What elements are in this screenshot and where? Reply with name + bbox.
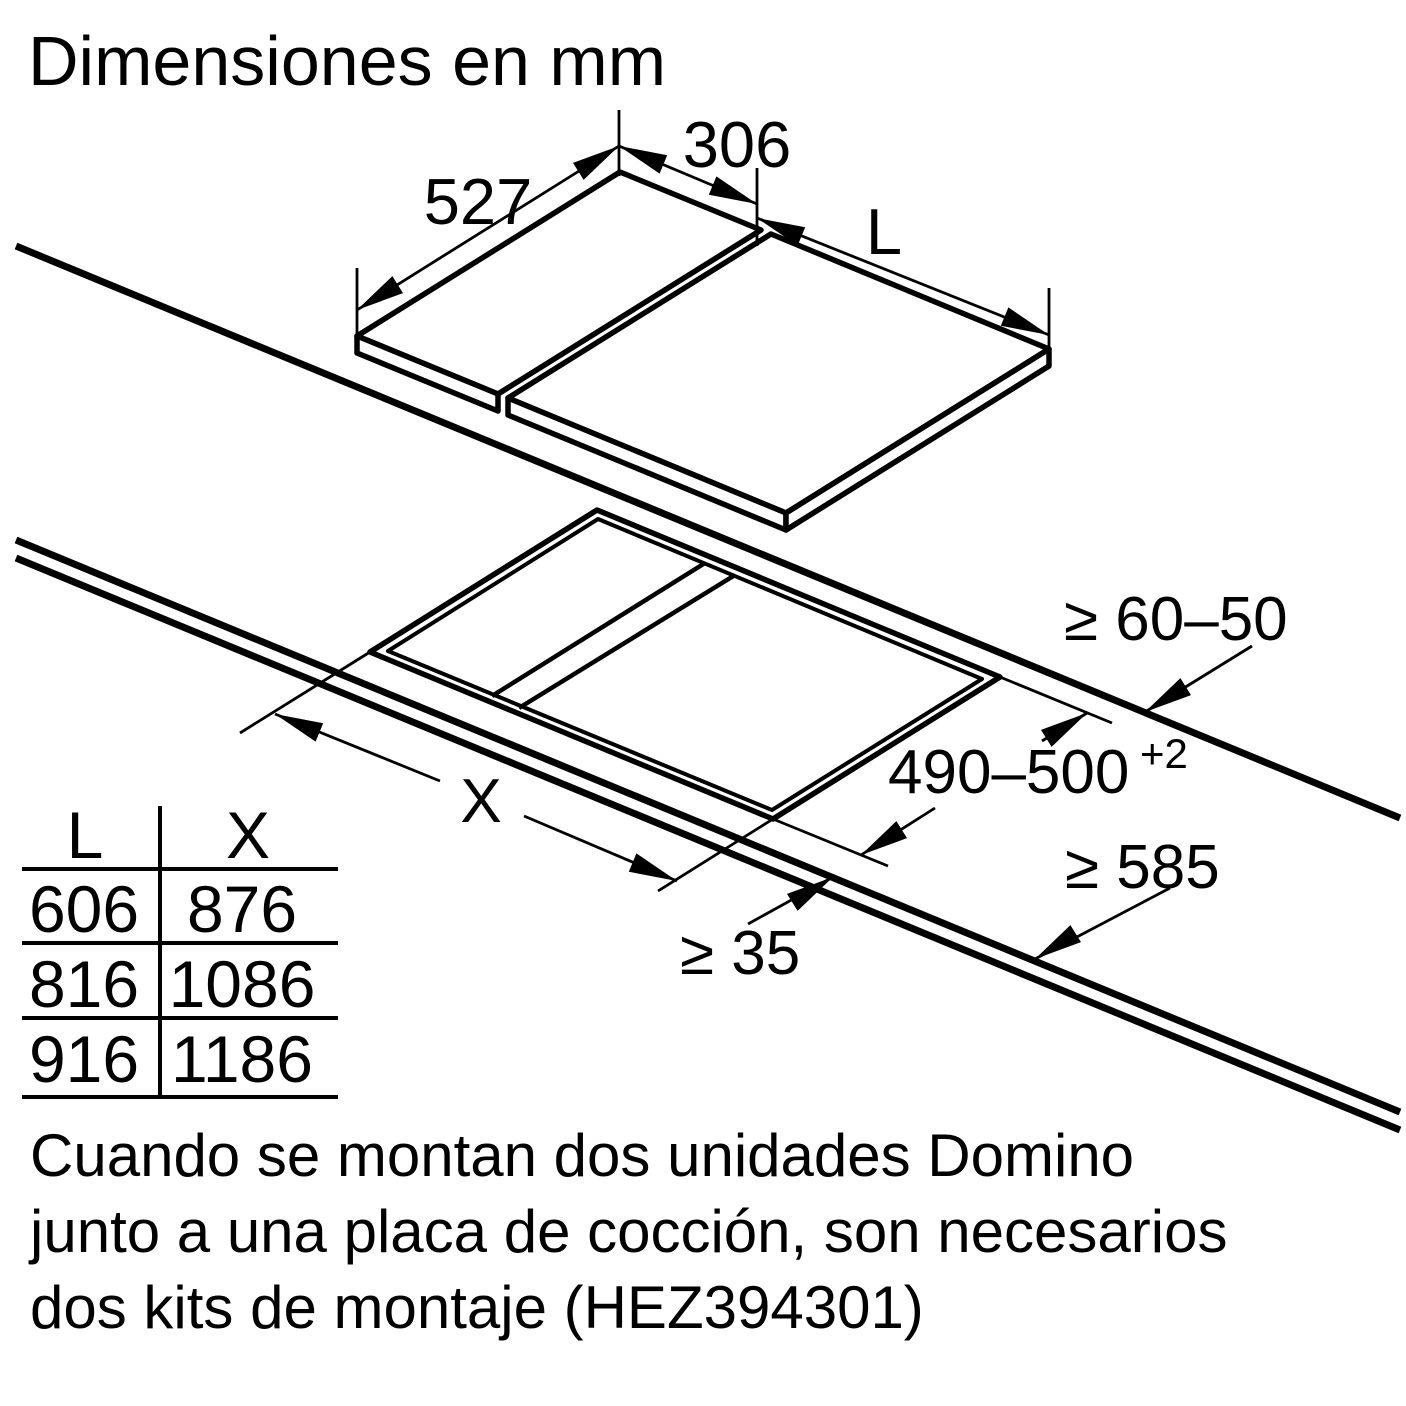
- note-line-1: Cuando se montan dos unidades Domino: [30, 1122, 1135, 1189]
- note-line-2: junto a una placa de cocción, son necesarios: [30, 1198, 1228, 1265]
- table-cell-r3-l: 916: [28, 1022, 140, 1096]
- arrow-back-clearance: [1145, 678, 1191, 712]
- dim-cutout-depth-label: 490–500: [888, 738, 1130, 807]
- dim-front-clearance-label: ≥ 35: [680, 919, 801, 988]
- diagram-title: Dimensiones en mm: [28, 22, 666, 100]
- note-line-3: dos kits de montaje (HEZ394301): [30, 1274, 924, 1341]
- table-cell-r1-l: 606: [28, 872, 140, 946]
- arrow-X-right: [629, 853, 677, 881]
- arrow-527-lower: [357, 276, 403, 310]
- table-cell-r2-x: 1086: [168, 947, 316, 1021]
- dim-306-label: 306: [682, 108, 792, 181]
- dim-cutout-width-label: X: [460, 767, 502, 836]
- cutout-divider-line-2: [519, 575, 735, 708]
- table-cell-r1-x: 876: [186, 872, 298, 946]
- ext-cutout-depth-back: [1000, 677, 1112, 723]
- dim-L-label: L: [865, 195, 903, 268]
- table-header-l: L: [66, 798, 104, 872]
- dim-back-clearance-label: ≥ 60–50: [1064, 585, 1288, 654]
- mounting-kit-note: [28, 1122, 1227, 1341]
- arrow-490-lower: [861, 821, 907, 855]
- dim-cutout-depth-tolerance: +2: [1140, 730, 1188, 777]
- lx-table: [22, 798, 338, 1097]
- table-cell-r3-x: 1186: [171, 1022, 313, 1096]
- cutout-divider-line-1: [492, 563, 705, 696]
- table-cell-r2-l: 816: [28, 947, 140, 1021]
- dim-worktop-depth-label: ≥ 585: [1065, 833, 1220, 902]
- arrow-worktop-depth: [1035, 925, 1081, 959]
- table-header-x: X: [225, 798, 271, 872]
- arrow-306-left: [619, 146, 667, 174]
- arrow-X-left: [275, 714, 323, 742]
- dim-527-label: 527: [423, 165, 533, 238]
